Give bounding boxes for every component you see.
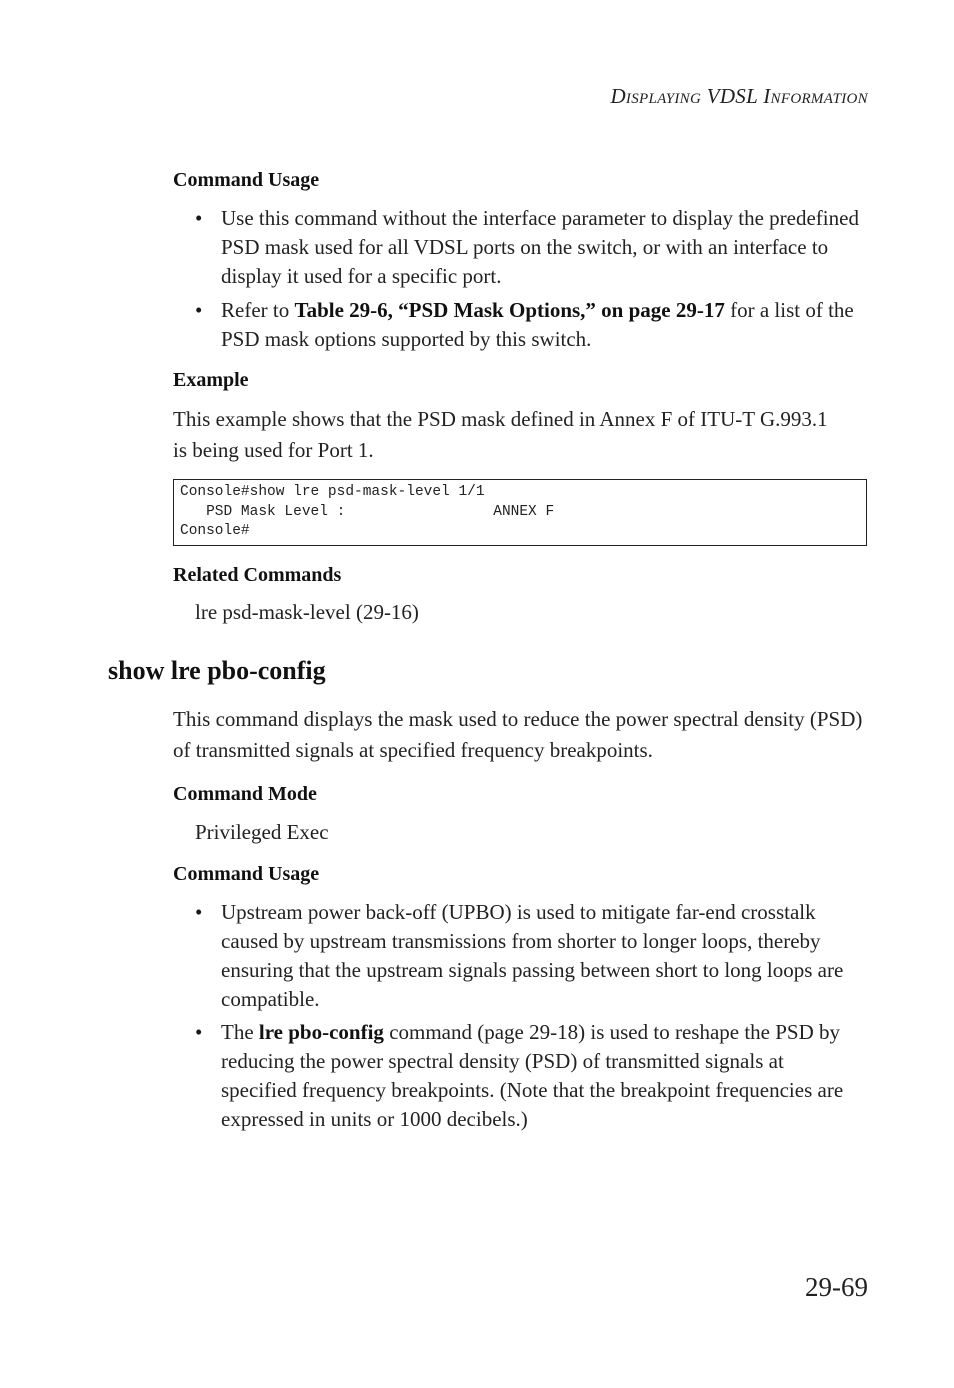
header-smallcaps-2: NFORMATION: [770, 91, 868, 107]
header-initial-2: I: [763, 84, 771, 108]
code-line: Console#show lre psd-mask-level 1/1: [180, 484, 485, 500]
related-command-link[interactable]: lre psd-mask-level (29-16): [195, 600, 419, 624]
text-run: command (page 29-18) is used to reshape the PSD by reducing the power spectral density (PSD) of transmitted signals at specified frequency breakpoints. (Note that the breakpoint frequencies are expressed in units or 1000 decibels.): [221, 1020, 844, 1131]
example-description: This example shows that the PSD mask defined in Annex F of ITU-T G.993.1 is being used for Port 1.: [173, 407, 828, 462]
text-run: for a list of the PSD mask options supported by this switch.: [221, 298, 854, 351]
usage-bullet-text: [221, 296, 871, 354]
command-usage-heading-2: Command Usage: [173, 863, 320, 885]
header-initial: D: [610, 84, 626, 108]
command-name: lre pbo-config: [258, 1020, 384, 1044]
header-smallcaps: ISPLAYING: [625, 91, 702, 107]
bullet-mark: •: [195, 206, 203, 230]
usage-bullet-text: Use this command without the interface parameter to display the predefined PSD mask used for all VDSL ports on the switch, or with an interface to display it used for a specific port.: [221, 206, 859, 288]
section-description: This command displays the mask used to reduce the power spectral density (PSD) of transmitted signals at specified frequency breakpoints.: [173, 707, 863, 762]
usage-bullet-text: [221, 1018, 861, 1134]
command-mode-heading: Command Mode: [173, 783, 317, 805]
bullet-mark: •: [195, 1020, 203, 1044]
bullet-mark: •: [195, 900, 203, 924]
code-line: PSD Mask Level : ANNEX F: [180, 503, 555, 520]
running-header: [610, 84, 868, 109]
command-usage-heading: Command Usage: [173, 169, 320, 191]
related-commands-heading: Related Commands: [173, 564, 342, 586]
code-line: Console#: [180, 523, 250, 539]
header-middle: VDSL: [706, 84, 758, 108]
text-run: Refer to: [221, 298, 295, 322]
example-heading: Example: [173, 369, 249, 391]
table-reference-link[interactable]: Table 29-6, “PSD Mask Options,” on page 29-17: [294, 298, 725, 322]
command-mode-value: Privileged Exec: [195, 820, 329, 844]
bullet-mark: •: [195, 298, 203, 322]
page-number: 29-69: [805, 1272, 868, 1302]
usage-bullet-text: Upstream power back-off (UPBO) is used to mitigate far-end crosstalk caused by upstream transmissions from shorter to longer loops, thereby ensuring that the upstream signals passing between short to long loops are compatible.: [221, 900, 844, 1011]
text-run: The: [221, 1020, 259, 1044]
code-block: [173, 479, 867, 546]
section-title: show lre pbo-config: [108, 656, 326, 685]
